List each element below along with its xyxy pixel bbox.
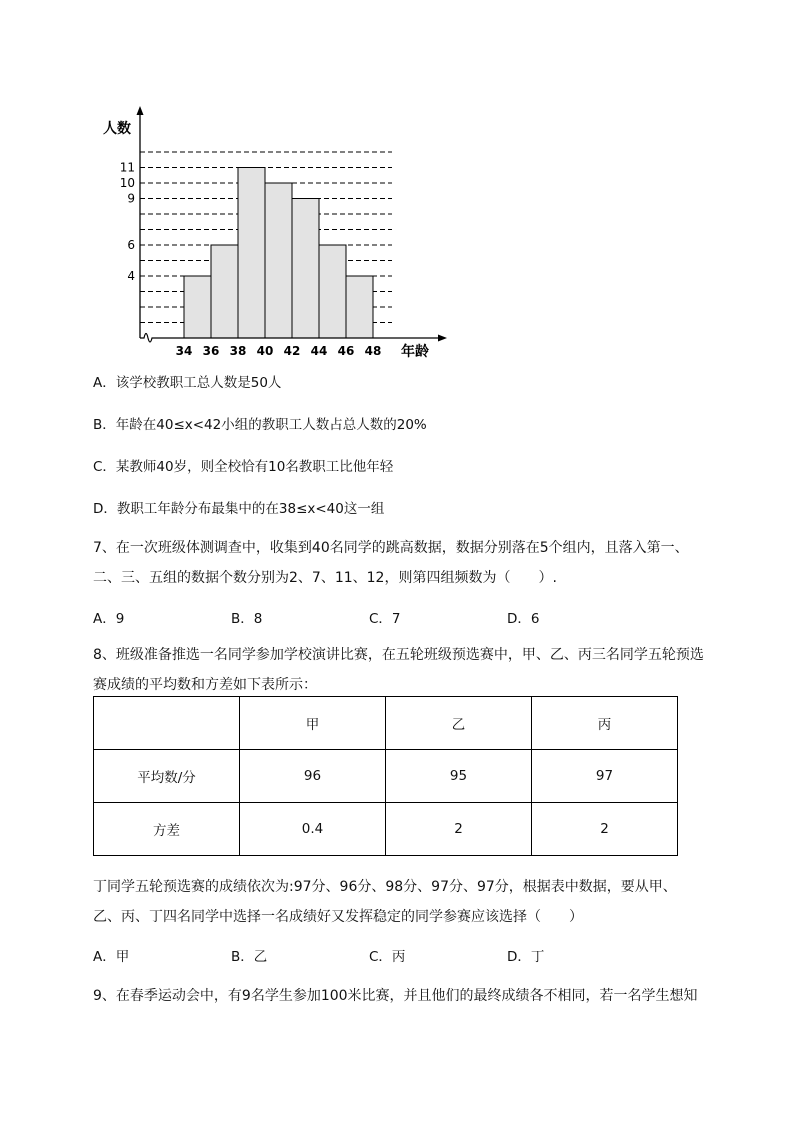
q8-line-1: 8、班级准备推选一名同学参加学校演讲比赛，在五轮班级预选赛中，甲、乙、丙三名同学五轮预选 xyxy=(93,647,704,663)
scores-table xyxy=(93,696,678,856)
histogram-bar xyxy=(238,168,265,339)
x-tick-label: 36 xyxy=(202,344,220,358)
x-tick-label: 46 xyxy=(337,344,355,358)
q6-option-a: A．该学校教职工总人数是50人 xyxy=(93,375,282,391)
q7-line-1: 7、在一次班级体测调查中，收集到40名同学的跳高数据，数据分别落在5个组内，且落入第一、 xyxy=(93,540,689,556)
q8-option-d: D．丁 xyxy=(507,949,545,965)
table-cell: 方差 xyxy=(94,803,240,856)
y-tick-label: 9 xyxy=(127,191,135,206)
q6-option-b: B．年龄在40≤x<42小组的教职工人数占总人数的20% xyxy=(93,417,427,433)
q7-option-a: A．9 xyxy=(93,611,125,627)
bars xyxy=(184,168,373,339)
table-row xyxy=(94,750,678,803)
q8-option-c: C．丙 xyxy=(369,949,406,965)
q6-option-c: C．某教师40岁，则全校恰有10名教职工比他年轻 xyxy=(93,459,394,475)
q7-option-b: B．8 xyxy=(231,611,263,627)
x-axis-arrow xyxy=(438,335,447,342)
y-tick-label: 4 xyxy=(127,269,135,283)
x-tick-label: 44 xyxy=(310,344,328,358)
histogram-bar xyxy=(346,276,373,338)
q8-option-b: B．乙 xyxy=(231,949,268,965)
y-tick-labels xyxy=(120,161,135,284)
x-tick-label: 34 xyxy=(175,344,193,358)
q8-options xyxy=(93,945,693,965)
y-tick-label: 6 xyxy=(127,238,135,252)
q8-after-line-1: 丁同学五轮预选赛的成绩依次为:97分、96分、98分、97分、97分，根据表中数据，要从甲、 xyxy=(93,879,677,895)
q9-line-1: 9、在春季运动会中，有9名学生参加100米比赛，并且他们的最终成绩各不相同，若一名学生想知 xyxy=(93,988,698,1004)
histogram-bar xyxy=(319,245,346,338)
table-cell: 96 xyxy=(240,750,386,803)
histogram-bar xyxy=(265,183,292,338)
x-tick-label: 40 xyxy=(256,344,274,358)
x-axis-label: 年龄 xyxy=(401,344,429,360)
table-cell: 2 xyxy=(386,803,532,856)
table-cell: 丙 xyxy=(532,697,678,750)
table-cell xyxy=(94,697,240,750)
y-axis-label: 人数 xyxy=(103,121,131,137)
histogram-bar xyxy=(184,276,211,338)
q6-option-d: D．教职工年龄分布最集中的在38≤x<40这一组 xyxy=(93,501,385,517)
q7-option-d: D．6 xyxy=(507,611,540,627)
histogram-bar xyxy=(211,245,238,338)
table-header-row xyxy=(94,697,678,750)
q8-after-line-2: 乙、丙、丁四名同学中选择一名成绩好又发挥稳定的同学参赛应该选择（ ） xyxy=(93,909,583,925)
histogram-bar xyxy=(292,199,319,339)
x-tick-label: 48 xyxy=(364,344,382,358)
table-cell: 95 xyxy=(386,750,532,803)
q8-stem xyxy=(93,640,743,700)
q8-option-a: A．甲 xyxy=(93,949,130,965)
age-histogram xyxy=(95,100,465,365)
table-cell: 甲 xyxy=(240,697,386,750)
x-tick-label: 42 xyxy=(283,344,301,358)
q7-line-2: 二、三、五组的数据个数分别为2、7、11、12，则第四组频数为（ ）. xyxy=(93,570,557,586)
table-cell: 0.4 xyxy=(240,803,386,856)
q8-line-2: 赛成绩的平均数和方差如下表所示： xyxy=(93,677,317,693)
q7-stem xyxy=(93,533,743,593)
x-tick-labels xyxy=(176,344,382,358)
table-cell: 97 xyxy=(532,750,678,803)
q8-followup xyxy=(93,872,743,932)
axis-break xyxy=(140,334,153,343)
table-cell: 乙 xyxy=(386,697,532,750)
q9-stem xyxy=(93,981,743,1011)
y-tick-label: 11 xyxy=(119,160,135,175)
table-cell: 平均数/分 xyxy=(94,750,240,803)
table-row xyxy=(94,803,678,856)
y-tick-label: 10 xyxy=(119,176,135,190)
q7-options xyxy=(93,607,693,627)
y-axis-arrow xyxy=(137,106,144,115)
q7-option-c: C．7 xyxy=(369,611,401,627)
x-tick-label: 38 xyxy=(229,344,247,358)
table-cell: 2 xyxy=(532,803,678,856)
